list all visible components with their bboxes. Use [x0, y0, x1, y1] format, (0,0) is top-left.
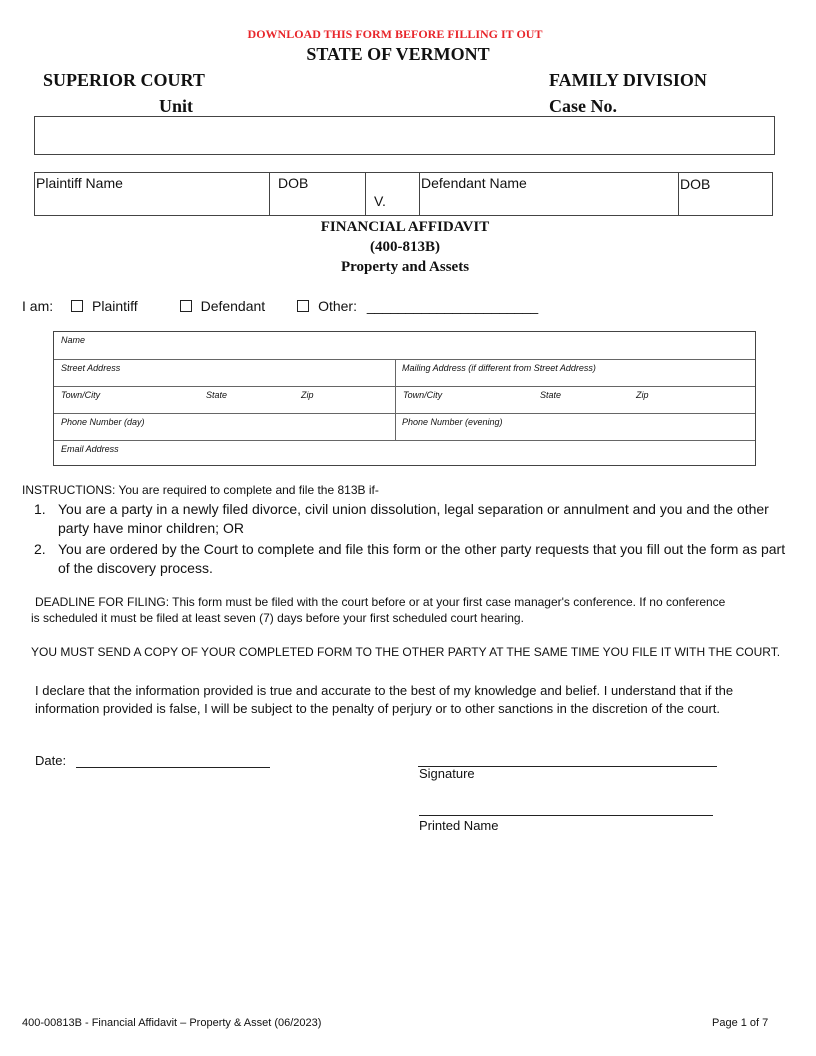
phone-evening-label: Phone Number (evening)	[402, 417, 503, 427]
case-number-label: Case No.	[549, 96, 617, 116]
signature-label: Signature	[419, 766, 475, 781]
unit-case-input-box[interactable]	[34, 116, 775, 155]
deadline-line-1: DEADLINE FOR FILING: This form must be filed with the court before or at your first case manager's conference. If no conference	[35, 595, 726, 609]
defendant-option[interactable]	[180, 298, 266, 314]
versus-label: V.	[374, 193, 386, 209]
plaintiff-checkbox[interactable]	[71, 300, 83, 312]
defendant-option-label: Defendant	[200, 298, 266, 314]
plaintiff-dob-field[interactable]	[269, 173, 365, 215]
plaintiff-option[interactable]	[71, 298, 138, 314]
defendant-dob-field[interactable]	[678, 173, 772, 215]
plaintiff-option-label: Plaintiff	[92, 298, 138, 314]
form-subtitle: Property and Assets	[340, 259, 470, 275]
street-address-label: Street Address	[61, 363, 121, 373]
other-checkbox[interactable]	[297, 300, 309, 312]
phone-day-label: Phone Number (day)	[61, 417, 145, 427]
other-blank-line[interactable]: ______________________	[366, 298, 539, 314]
signature-line[interactable]	[418, 752, 717, 767]
form-number: (400-813B)	[370, 239, 440, 255]
defendant-name-label: Defendant Name	[421, 175, 527, 191]
phone-row	[54, 413, 755, 440]
defendant-name-field[interactable]	[419, 173, 678, 215]
versus-cell	[365, 173, 419, 215]
court-name: SUPERIOR COURT	[43, 70, 205, 90]
instruction-item-2: You are ordered by the Court to complete and file this form or the other party requests that you fill out the form as part of the discovery process.	[58, 541, 786, 576]
date-input-line[interactable]	[76, 753, 270, 768]
other-option-label: Other:	[318, 298, 357, 314]
mailing-state-label: State	[540, 390, 562, 400]
mailing-address-label: Mailing Address (if different from Street Address)	[402, 363, 596, 373]
plaintiff-name-field[interactable]	[35, 173, 269, 215]
address-row	[54, 359, 755, 386]
state-title: STATE OF VERMONT	[306, 44, 490, 64]
email-field[interactable]	[54, 440, 755, 467]
state-label: State	[206, 390, 228, 400]
name-label: Name	[61, 335, 86, 345]
printed-name-line[interactable]	[419, 801, 713, 816]
mailing-town-label: Town/City	[403, 390, 443, 400]
parties-table	[34, 172, 773, 216]
plaintiff-name-label: Plaintiff Name	[36, 175, 123, 191]
town-label: Town/City	[61, 390, 101, 400]
plaintiff-dob-label: DOB	[278, 175, 309, 191]
form-footer-id: 400-00813B - Financial Affidavit – Property & Asset (06/2023)	[22, 1017, 322, 1029]
unit-label: Unit	[159, 96, 194, 116]
name-field[interactable]	[54, 332, 755, 359]
download-notice: DOWNLOAD THIS FORM BEFORE FILLING IT OUT	[247, 27, 543, 41]
town-row	[54, 386, 755, 413]
instructions-heading: INSTRUCTIONS: You are required to complete and file the 813B if-	[22, 483, 379, 497]
date-label: Date:	[35, 753, 67, 768]
instruction-item-1: You are a party in a newly filed divorce, civil union dissolution, legal separation or annulment and you and the other party have minor children; OR	[58, 501, 769, 536]
instruction-number-2: 2.	[34, 541, 46, 557]
printed-name-label: Printed Name	[419, 818, 499, 833]
page-number: Page 1 of 7	[712, 1017, 769, 1029]
defendant-dob-label: DOB	[680, 176, 711, 192]
role-label: I am:	[22, 298, 54, 314]
division-name: FAMILY DIVISION	[549, 70, 707, 90]
instruction-number-1: 1.	[34, 501, 46, 517]
role-selector	[22, 298, 538, 314]
mailing-zip-label: Zip	[636, 390, 649, 400]
email-label: Email Address	[61, 444, 119, 454]
defendant-checkbox[interactable]	[180, 300, 192, 312]
form-title: FINANCIAL AFFIDAVIT	[320, 219, 490, 235]
deadline-line-2: is scheduled it must be filed at least seven (7) days before your first scheduled court hearing.	[31, 611, 524, 625]
copy-notice: YOU MUST SEND A COPY OF YOUR COMPLETED FORM TO THE OTHER PARTY AT THE SAME TIME YOU FILE IT WITH THE COURT.	[31, 645, 781, 659]
declaration-text: I declare that the information provided is true and accurate to the best of my knowledge and belief. I understand that if the information provided is false, I will be subject to the penalty of perjury or to other sanctions in the discretion of the court.	[35, 683, 734, 716]
zip-label: Zip	[301, 390, 314, 400]
other-option[interactable]	[297, 298, 357, 314]
contact-info-table	[53, 331, 756, 466]
